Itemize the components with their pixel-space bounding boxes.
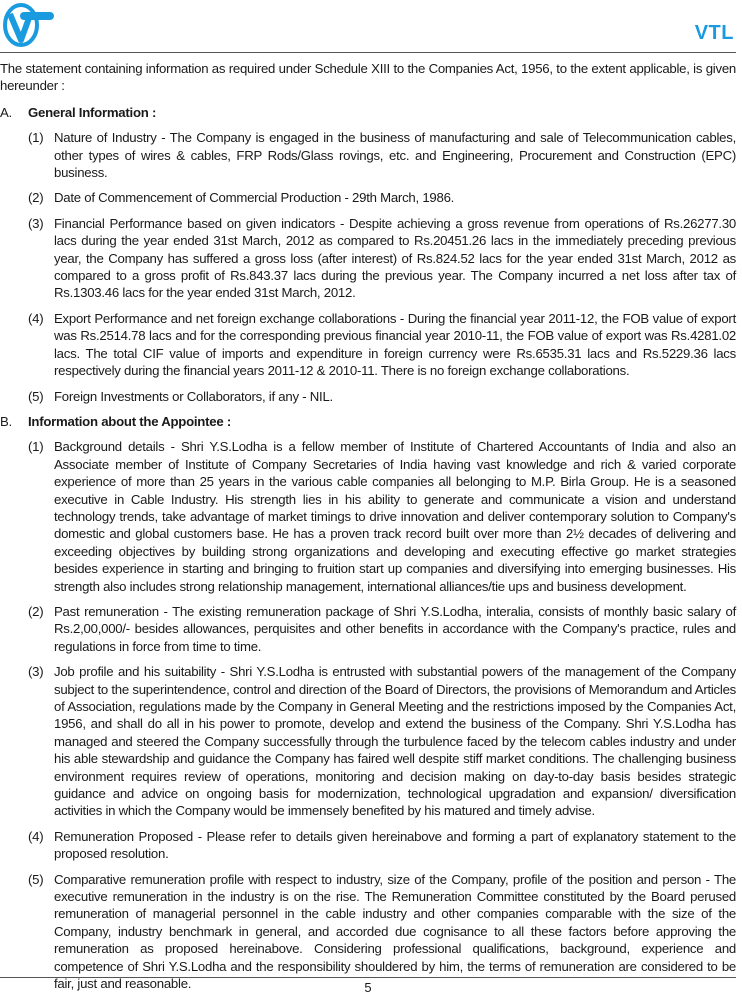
item-text: Past remuneration - The existing remuneration package of Shri Y.S.Lodha, interalia, consists of monthly basic salary of Rs.2,00,000/- besides allowances, perquisites and other benefits in accordance with the Company's practice, rules and regulations in force from time to time.	[54, 603, 736, 654]
item-text: Nature of Industry - The Company is engaged in the business of manufacturing and sale of Telecommunication cables, other types of wires & cables, FRP Rods/Glass rovings, etc. and Engineering, Procurement and Construction (EPC) business.	[54, 130, 736, 181]
list-item	[28, 129, 736, 181]
header-divider	[0, 52, 736, 53]
item-number: (2)	[28, 190, 44, 206]
item-number: (3)	[28, 664, 44, 680]
item-number: (1)	[28, 130, 44, 146]
section-title: Information about the Appointee :	[28, 413, 231, 429]
vtl-logo-icon	[2, 2, 58, 48]
page-number: 5	[364, 980, 372, 995]
section-heading-a	[0, 104, 736, 121]
list-item	[28, 663, 736, 820]
item-text: Job profile and his suitability - Shri Y.S.Lodha is entrusted with substantial powers of the management of the Company subject to the superintendence, control and direction of the Board of Directors, the provisions of Memorandum and Articles of Association, regulations made by the Company in General Meeting and the restrictions imposed by the Companies Act, 1956, and shall do all in his power to promote, develop and extend the business of the Company. Shri Y.S.Lodha has managed and steered the Company successfully through the turbulence faced by the telecom cables industry and under his able stewardship and guidance the Company has faired well despite stiff market conditions. The challenging business environment requires review of operations, monitoring and decision making on day-to-day basis besides strategic guidance and advice on ongoing basis for modernization, technological upgradation and expansion/ diversification activities in which the Company would be immensely benefited by his matured and timely advise.	[54, 664, 737, 819]
item-number: (5)	[28, 871, 44, 887]
item-number: (5)	[28, 388, 44, 404]
item-text: Remuneration Proposed - Please refer to details given hereinabove and forming a part of explanatory statement to the proposed resolution.	[54, 828, 736, 862]
list-item	[28, 438, 736, 595]
item-text: Comparative remuneration profile with respect to industry, size of the Company, profile of the position and person - The executive remuneration in the industry is on the rise. The Remuneration Committee constituted by the Board perused remuneration of managerial personnel in the cable industry and other companies comparable with the size of the Company, industry benchmark in general, and accorded due cognisance to all these factors before approving the remuneration as proposed hereinabove. Considering professional qualifications, background, experience and competence of Shri Y.S.Lodha and the responsibility shouldered by him, the terms of remuneration are considered to be fair, just and reasonable.	[54, 871, 736, 992]
list-item	[28, 215, 736, 302]
item-number: (2)	[28, 603, 44, 619]
brand-name: VTL	[694, 22, 734, 44]
item-text: Foreign Investments or Collaborators, if any - NIL.	[54, 388, 333, 404]
footer-divider	[0, 977, 736, 978]
item-text: Export Performance and net foreign exchange collaborations - During the financial year 2011-12, the FOB value of export was Rs.2514.78 lacs and for the corresponding previous financial year 2010-11, the FOB value of export was Rs.4281.02 lacs. The total CIF value of imports and expenditure in foreign currency were Rs.6535.31 lacs and Rs.5229.36 lacs respectively during the financial years 2011-12 & 2010-11. There is no foreign exchange collaborations.	[54, 310, 736, 379]
section-title: General Information :	[28, 104, 157, 120]
item-number: (3)	[28, 215, 44, 231]
list-item	[28, 828, 736, 863]
item-text: Date of Commencement of Commercial Production - 29th March, 1986.	[54, 190, 455, 206]
item-text: Financial Performance based on given indicators - Despite achieving a gross revenue from operations of Rs.26277.30 lacs during the year ended 31st March, 2012 as compared to Rs.20451.26 lacs in the immediately preceding previous year, the Company has suffered a gross loss (after interest) of Rs.824.52 lacs for the year ended 31st March, 2012 as compared to a gross profit of Rs.843.37 lacs during the previous year. The Company incurred a net loss after tax of Rs.1303.46 lacs for the year ended 31st March, 2012.	[54, 215, 736, 301]
section-letter: A.	[0, 104, 12, 120]
item-number: (4)	[28, 310, 44, 326]
list-item	[28, 388, 736, 405]
page-header	[0, 0, 742, 54]
intro-paragraph: The statement containing information as required under Schedule XIII to the Companies Act, 1956, to the extent applicable, is given hereunder :	[0, 61, 736, 94]
section-letter: B.	[0, 413, 12, 429]
list-item	[28, 603, 736, 655]
item-number: (1)	[28, 439, 44, 455]
item-text: Background details - Shri Y.S.Lodha is a fellow member of Institute of Chartered Accountants of India and also an Associate member of Institute of Company Secretaries of India having vast knowledge and rich & varied corporate experience of more than 25 years in the various cable companies all belonging to M.P. Birla Group. He is a seasoned executive in Cable Industry. His strength lies in his ability to generate and communicate a vision and understand technology trends, take advantage of market timings to drive innovation and deliver contemporary solution to Company's domestic and global customers base. He has a proven track record built over more than 2½ decades of delivering and exceeding objectives by building strong organizations and developing and executing effective go market strategies besides experience in starting and bringing to fruition start up companies and diversifying into emerging businesses. His strength also includes strong relationship management, international alliances/tie ups and business development.	[54, 439, 736, 594]
document-body	[0, 60, 736, 1001]
list-item	[28, 189, 736, 206]
section-heading-b	[0, 413, 736, 430]
list-item	[28, 310, 736, 380]
item-number: (4)	[28, 828, 44, 844]
list-item	[28, 871, 736, 993]
